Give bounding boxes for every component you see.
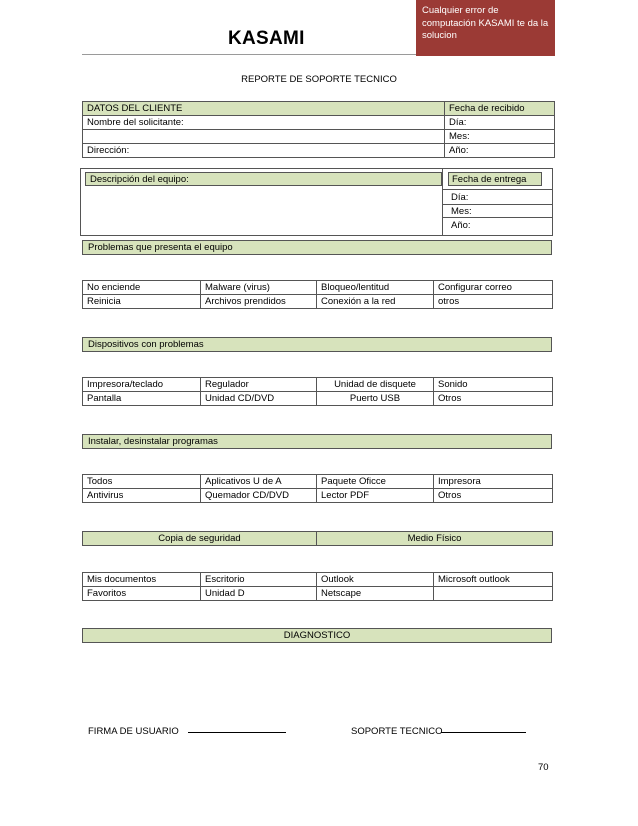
- equipment-description-header[interactable]: Descripción del equipo:: [85, 172, 442, 186]
- received-date-header: Fecha de recibido: [445, 102, 555, 116]
- devices-table: [82, 377, 553, 406]
- backup-section-title: [82, 531, 553, 546]
- client-data-header: DATOS DEL CLIENTE: [83, 102, 445, 116]
- programs-section-title: Instalar, desinstalar programas: [82, 434, 552, 449]
- option-cell[interactable]: Escritorio: [201, 573, 317, 587]
- option-cell[interactable]: No enciende: [83, 281, 201, 295]
- backup-table: [82, 572, 553, 601]
- devices-section-title: Dispositivos con problemas: [82, 337, 552, 352]
- option-cell[interactable]: Archivos prendidos: [201, 295, 317, 309]
- user-signature-label: FIRMA DE USUARIO: [88, 726, 179, 737]
- option-cell[interactable]: Otros: [434, 489, 553, 503]
- option-cell[interactable]: Impresora/teclado: [83, 378, 201, 392]
- report-title: REPORTE DE SOPORTE TECNICO: [241, 74, 397, 85]
- option-cell[interactable]: Otros: [434, 392, 553, 406]
- option-cell[interactable]: Unidad D: [201, 587, 317, 601]
- option-cell[interactable]: Unidad de disquete: [317, 378, 434, 392]
- option-cell[interactable]: otros: [434, 295, 553, 309]
- option-cell[interactable]: Conexión a la red: [317, 295, 434, 309]
- delivery-date-column: [442, 169, 553, 235]
- brand-title: KASAMI: [228, 28, 305, 49]
- delivery-month-field[interactable]: Mes:: [451, 206, 472, 217]
- received-year-field[interactable]: Año:: [445, 144, 555, 158]
- option-cell[interactable]: Mis documentos: [83, 573, 201, 587]
- option-cell[interactable]: Microsoft outlook: [434, 573, 553, 587]
- delivery-year-field[interactable]: Año:: [451, 220, 471, 231]
- delivery-day-field[interactable]: Día:: [451, 192, 469, 203]
- option-cell[interactable]: Regulador: [201, 378, 317, 392]
- problems-table: [82, 280, 553, 309]
- address-field[interactable]: Dirección:: [83, 144, 445, 158]
- user-signature-line[interactable]: [188, 732, 286, 733]
- option-cell[interactable]: Malware (virus): [201, 281, 317, 295]
- programs-table: [82, 474, 553, 503]
- option-cell[interactable]: Configurar correo: [434, 281, 553, 295]
- page-number: 70: [538, 762, 549, 773]
- received-day-field[interactable]: Día:: [445, 116, 555, 130]
- physical-media-title: Medio Físico: [317, 532, 553, 546]
- option-cell[interactable]: Lector PDF: [317, 489, 434, 503]
- option-cell[interactable]: Aplicativos U de A: [201, 475, 317, 489]
- notice-box: Cualquier error de computación KASAMI te da la solucion: [416, 0, 555, 56]
- client-data-table: [82, 101, 555, 158]
- tech-signature-line[interactable]: [441, 732, 526, 733]
- delivery-divider: [443, 189, 553, 190]
- requester-name-extra[interactable]: [83, 130, 445, 144]
- option-cell[interactable]: Outlook: [317, 573, 434, 587]
- diagnostic-title: DIAGNOSTICO: [82, 628, 552, 643]
- diagnostic-area[interactable]: [82, 646, 552, 716]
- option-cell[interactable]: Bloqueo/lentitud: [317, 281, 434, 295]
- backup-title: Copia de seguridad: [83, 532, 317, 546]
- problems-section-title: Problemas que presenta el equipo: [82, 240, 552, 255]
- option-cell[interactable]: Sonido: [434, 378, 553, 392]
- delivery-date-header: Fecha de entrega: [448, 172, 542, 186]
- option-cell[interactable]: Unidad CD/DVD: [201, 392, 317, 406]
- tech-signature-label: SOPORTE TECNICO: [351, 726, 443, 737]
- received-month-field[interactable]: Mes:: [445, 130, 555, 144]
- option-cell[interactable]: Quemador CD/DVD: [201, 489, 317, 503]
- option-cell[interactable]: Paquete Oficce: [317, 475, 434, 489]
- equipment-block: [80, 168, 553, 236]
- requester-name-field[interactable]: Nombre del solicitante:: [83, 116, 445, 130]
- option-cell[interactable]: [434, 587, 553, 601]
- option-cell[interactable]: Puerto USB: [317, 392, 434, 406]
- option-cell[interactable]: Favoritos: [83, 587, 201, 601]
- option-cell[interactable]: Reinicia: [83, 295, 201, 309]
- delivery-divider: [443, 217, 553, 218]
- option-cell[interactable]: Todos: [83, 475, 201, 489]
- option-cell[interactable]: Pantalla: [83, 392, 201, 406]
- option-cell[interactable]: Impresora: [434, 475, 553, 489]
- option-cell[interactable]: Antivirus: [83, 489, 201, 503]
- option-cell[interactable]: Netscape: [317, 587, 434, 601]
